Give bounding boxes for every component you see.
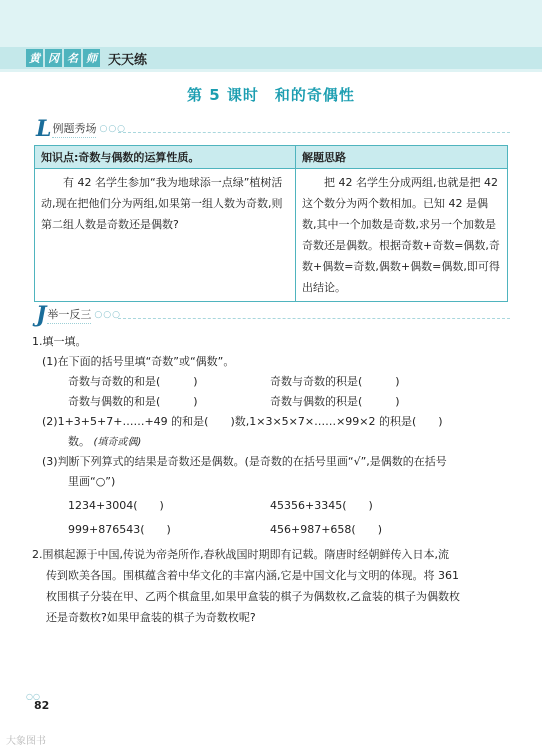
q1-3-line-2: 里画“○”) <box>68 475 116 488</box>
q1-3-a: 1234+3004( ) <box>68 499 164 512</box>
q1-2-line-1: (2)1+3+5+7+……+49 的和是( )数,1×3×5×7×……×99×2 的积是( ) <box>42 415 443 428</box>
solution-text: 把 42 名学生分成两组,也就是把 42 这个数分为两个数相加。已知 42 是偶数,其中一个加数是奇数,求另一个加数是奇数还是偶数。根据奇数+奇数=偶数,奇数+偶数=奇数,偶数+偶数=偶数,即可得出结论。 <box>302 176 500 294</box>
q1-3-row-2 <box>32 520 512 540</box>
q1-3-b: 45356+3345( ) <box>270 499 373 512</box>
brand-char-4: 师 <box>83 49 100 67</box>
dots-decoration-icon: ○○○ <box>94 310 121 320</box>
brand-subtitle: 天天练 <box>108 52 148 68</box>
section-letter-icon: L <box>36 116 52 142</box>
practice-content <box>32 332 512 628</box>
brand-char-3: 名 <box>64 49 81 67</box>
q1-title: 1.填一填。 <box>32 335 87 348</box>
practice-section-label <box>36 302 121 328</box>
q1-1-a: 奇数与奇数的和是( ) <box>68 375 198 388</box>
q2-line-3: 枚围棋子分装在甲、乙两个棋盒里,如果甲盒装的棋子为偶数枚,乙盒装的棋子为偶数枚 <box>46 590 460 603</box>
knowledge-point-header: 知识点:奇数与偶数的运算性质。 <box>35 146 296 169</box>
q2-line-1: 2.围棋起源于中国,传说为帝尧所作,春秋战国时期即有记载。隋唐时经朝鲜传入日本,流 <box>32 548 449 561</box>
problem-cell <box>35 169 296 302</box>
section-title: 例题秀场 <box>52 120 96 138</box>
q1-1-c: 奇数与偶数的和是( ) <box>68 395 198 408</box>
q1-3-row-1 <box>32 496 512 516</box>
brand-char-2: 冈 <box>45 49 62 67</box>
q1-3-line-1: (3)判断下列算式的结果是奇数还是偶数。(是奇数的在括号里画“√”,是偶数的在括号 <box>42 455 447 468</box>
q2-line-4: 还是奇数枚?如果甲盒装的棋子为奇数枚呢? <box>46 611 256 624</box>
section-letter-icon: J <box>36 302 47 328</box>
q1-3-c: 999+876543( ) <box>68 523 171 536</box>
example-section-label <box>36 116 126 142</box>
section-title: 举一反三 <box>47 306 91 324</box>
section-rule <box>118 318 510 319</box>
brand-char-1: 黄 <box>26 49 43 67</box>
q1-3-d: 456+987+658( ) <box>270 523 383 536</box>
q1-2-line-2 <box>32 432 512 452</box>
q2 <box>32 544 512 628</box>
q1-1-row-1 <box>32 372 512 392</box>
problem-text: 有 42 名学生参加“我为地球添一点绿”植树活动,现在把他们分为两组,如果第一组人数为奇数,则第二组人数是奇数还是偶数? <box>41 176 283 231</box>
example-table <box>34 145 508 302</box>
q1-1-b: 奇数与奇数的积是( ) <box>270 375 400 388</box>
q1-1-row-2 <box>32 392 512 412</box>
watermark: 大象图书 <box>6 736 46 747</box>
page-number-decoration-icon: ○○ <box>26 692 40 701</box>
solution-header: 解题思路 <box>296 146 508 169</box>
q1-2-text: 数。 <box>68 435 90 448</box>
solution-cell <box>296 169 508 302</box>
q1-2-note: (填奇或偶) <box>93 437 142 448</box>
q1-1-title: (1)在下面的括号里填“奇数”或“偶数”。 <box>42 355 235 368</box>
section-rule <box>118 132 510 133</box>
q1-1-d: 奇数与偶数的积是( ) <box>270 395 400 408</box>
page-number: 82 <box>34 699 50 712</box>
brand <box>26 47 147 69</box>
dots-decoration-icon: ○○○ <box>99 124 127 134</box>
lesson-title: 第 5 课时 和的奇偶性 <box>187 86 355 104</box>
q2-line-2: 传到欧美各国。围棋蕴含着中华文化的丰富内涵,它是中国文化与文明的体现。将 361 <box>46 569 459 582</box>
